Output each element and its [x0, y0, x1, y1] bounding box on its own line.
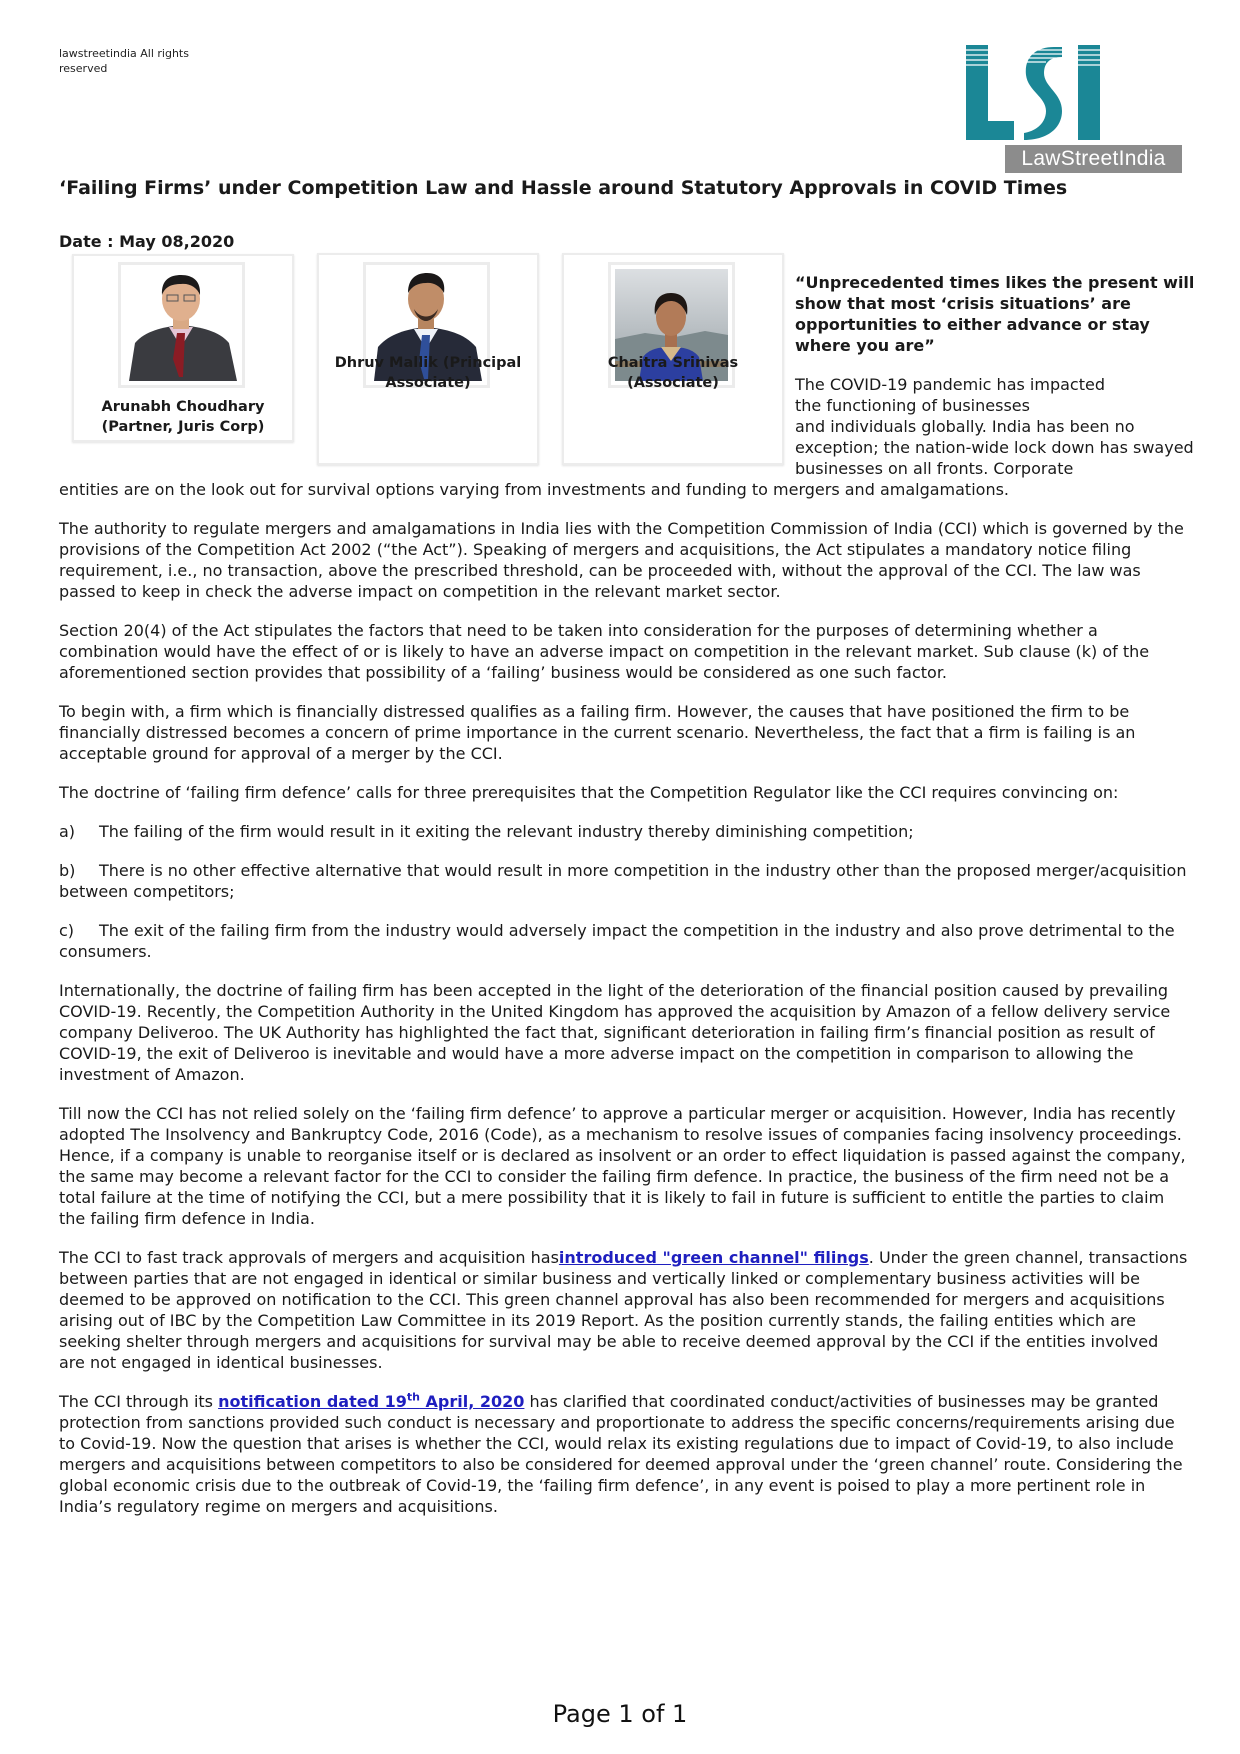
- author-card: [562, 253, 784, 465]
- paragraph: Internationally, the doctrine of failing firm has been accepted in the light of the deterioration of the financial position caused by prevailing COVID-19. Recently, the Competition Authority in the United Kingdom has approved the acquisition by Amazon of a fellow delivery service company Deliveroo. The UK Authority has highlighted the fact that, significant deterioration in failing firm’s financial position as result of COVID-19, the exit of Deliveroo is inevitable and would have a more adverse impact on the competition in comparison to allowing the investment of Amazon.: [59, 981, 1171, 1084]
- intro-line: and individuals globally. India has been no exception; the nation-wide lock down has swayed businesses on all fronts. Corporate: [795, 417, 1194, 478]
- author-card: [72, 254, 294, 442]
- list-label: b): [59, 861, 76, 880]
- author-name: Dhruv Mallik (Principal: [334, 355, 522, 371]
- list-label: a): [59, 822, 76, 841]
- lawstreetindia-logo: [960, 45, 1182, 173]
- paragraph: The authority to regulate mergers and amalgamations in India lies with the Competition Commission of India (CCI) which is governed by the provisions of the Competition Act 2002 (“the Act”). Speaking of mergers and acquisitions, the Act stipulates a mandatory notice filing requirement, i.e., no transaction, above the prescribed threshold, can be proceeded with, without the approval of the CCI. The law was passed to keep in check the adverse impact on competition in the relevant market sector.: [59, 519, 1184, 601]
- author-role: Associate): [385, 375, 471, 391]
- author-name: Chaitra Srinivas: [607, 355, 739, 371]
- article-date: Date : May 08,2020: [59, 232, 235, 251]
- list-text: The failing of the firm would result in it exiting the relevant industry thereby diminishing competition;: [99, 822, 914, 841]
- paragraph: [59, 1247, 1189, 1373]
- list-item: [59, 920, 1189, 962]
- paragraph: Till now the CCI has not relied solely on the ‘failing firm defence’ to approve a particular merger or acquisition. However, India has recently adopted The Insolvency and Bankruptcy Code, 2016 (Code), as a mechanism to resolve issues of companies facing insolvency proceedings. Hence, if a company is unable to reorganise itself or is declared as insolvent or an order to effect liquidation is passed against the company, the same may become a relevant factor for the CCI to consider the failing firm defence. In practice, the business of the firm need not be a total failure at the time of notifying the CCI, but a mere possibility that it is likely to fail in future is sufficient to entitle the parties to claim the failing firm defence in India.: [59, 1104, 1186, 1228]
- notification-link[interactable]: [218, 1392, 524, 1411]
- text-run: . Under the green channel, transactions between parties that are not engaged in identical or similar business and vertically linked or complementary business activities will be deemed to be approved on notification to the CCI. This green channel approval has also been recommended for mergers and acquisitions arising out of IBC by the Competition Law Committee in its 2019 Report. As the position currently stands, the failing entities which are seeking shelter through mergers and acquisitions for survival may be able to receive deemed approval by the CCI if the entities involved are not engaged in identical businesses.: [59, 1248, 1188, 1372]
- list-item: [59, 821, 1189, 842]
- green-channel-link[interactable]: introduced "green channel" filings: [558, 1248, 869, 1267]
- link-text: April, 2020: [419, 1392, 525, 1411]
- author-photo: [118, 262, 245, 388]
- text-run: The CCI to fast track approvals of mergers and acquisition has: [59, 1248, 559, 1267]
- man-portrait-icon: [125, 269, 238, 381]
- paragraph: The doctrine of ‘failing firm defence’ calls for three prerequisites that the Competition Regulator like the CCI requires convincing on:: [59, 783, 1119, 802]
- list-text: The exit of the failing firm from the industry would adversely impact the competition in the industry and also prove detrimental to the consumers.: [59, 921, 1175, 961]
- link-superscript: th: [406, 1390, 420, 1404]
- list-label: c): [59, 921, 75, 940]
- logo-wordmark: LawStreetIndia: [1005, 145, 1182, 173]
- pull-quote: “Unprecedented times likes the present will show that most ‘crisis situations’ are opportunities to either advance or stay where you are”: [795, 273, 1195, 355]
- article-title: ‘Failing Firms’ under Competition Law and Hassle around Statutory Approvals in COVID Times: [59, 177, 1068, 199]
- paragraph: [59, 1391, 1189, 1517]
- text-run: has clarified that coordinated conduct/activities of businesses may be granted protection from sanctions provided such conduct is necessary and proportionate to address the specific concerns/requirements arising due to Covid-19. Now the question that arises is whether the CCI, would relax its existing regulations due to impact of Covid-19, to also include mergers and acquisitions between competitors to also be considered for deemed approval under the ‘green channel’ route. Considering the global economic crisis due to the outbreak of Covid-19, the ‘failing firm defence’, in any event is poised to play a more pertinent role in India’s regulatory regime on mergers and acquisitions.: [59, 1392, 1183, 1516]
- lsi-logo-icon: [966, 45, 1106, 140]
- intro-paragraph: [795, 374, 1195, 479]
- link-text: notification dated 19: [218, 1392, 407, 1411]
- list-text: There is no other effective alternative that would result in more competition in the industry other than the proposed merger/acquisition between competitors;: [59, 861, 1187, 901]
- intro-line: The COVID-19 pandemic has impacted: [795, 375, 1105, 394]
- article-body: [59, 479, 1189, 1535]
- paragraph: To begin with, a firm which is financially distressed qualifies as a failing firm. However, the causes that have positioned the firm to be financially distressed becomes a concern of prime importance in the current scenario. Nevertheless, the fact that a firm is failing is an acceptable ground for approval of a merger by the CCI.: [59, 702, 1136, 763]
- author-role: (Associate): [627, 375, 719, 391]
- intro-line: the functioning of businesses: [795, 396, 1030, 415]
- author-role: (Partner, Juris Corp): [101, 419, 265, 435]
- author-card: [317, 253, 539, 465]
- paragraph: Section 20(4) of the Act stipulates the factors that need to be taken into consideration for the purposes of determining whether a combination would have the effect of or is likely to have an adverse impact on competition in the relevant market. Sub clause (k) of the aforementioned section provides that possibility of a ‘failing’ business would be considered as one such factor.: [59, 621, 1150, 682]
- text-run: The CCI through its: [59, 1392, 219, 1411]
- list-item: [59, 860, 1189, 902]
- copyright-notice: lawstreetindia All rights reserved: [59, 47, 189, 75]
- intro-continuation: entities are on the look out for survival options varying from investments and funding to mergers and amalgamations.: [59, 480, 1009, 499]
- author-name: Arunabh Choudhary: [101, 399, 265, 415]
- page-number: Page 1 of 1: [552, 1700, 688, 1728]
